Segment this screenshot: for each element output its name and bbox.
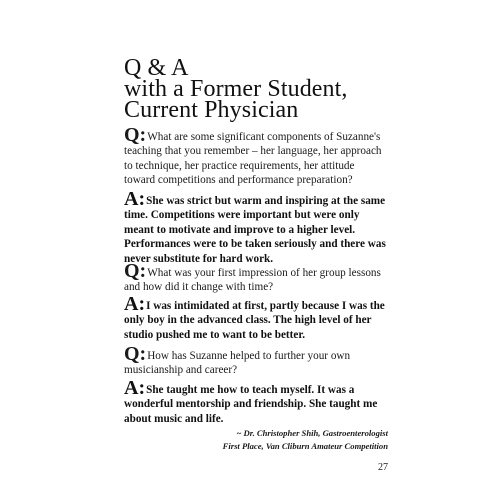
question-marker: Q: (124, 260, 147, 282)
question-text: What was your first impression of her group lessons and how did it change with time? (124, 267, 381, 294)
answer-1 (124, 188, 386, 266)
title-line-3: Current Physician (124, 97, 299, 123)
page-title (124, 55, 424, 123)
attribution-credit: First Place, Van Cliburn Amateur Competition (222, 440, 388, 451)
question-1 (124, 124, 386, 188)
title-line-1: Q & A (124, 55, 189, 81)
question-3 (124, 343, 386, 378)
attribution-name: ~ Dr. Christopher Shih, Gastroenterologist (236, 428, 388, 438)
question-text: How has Suzanne helped to further your own musicianship and career? (124, 350, 351, 377)
answer-2 (124, 293, 386, 342)
answer-marker: A: (124, 188, 146, 210)
question-text: What are some significant components of Suzanne's teaching that you remember – her language, her approach to technique, her practice requirements, her attitude toward competitions and performance preparation? (124, 131, 382, 187)
answer-3 (124, 377, 386, 426)
question-2 (124, 260, 386, 295)
answer-text: She was strict but warm and inspiring at the same time. Competitions were important but were only meant to motivate and improve to a higher level. Performances were to be taken seriously and there was never substitute for hard work. (124, 195, 386, 265)
attribution (150, 427, 388, 452)
answer-marker: A: (124, 377, 146, 399)
answer-text: I was intimidated at first, partly because I was the only boy in the advanced class. The high level of her studio pushed me to want to be better. (124, 300, 385, 341)
title-line-2: with a Former Student, (124, 76, 348, 102)
question-marker: Q: (124, 124, 147, 146)
question-marker: Q: (124, 343, 147, 365)
answer-marker: A: (124, 293, 146, 315)
page-number: 27 (378, 462, 388, 473)
answer-text: She taught me how to teach myself. It was a wonderful mentorship and friendship. She taught me about music and life. (124, 384, 378, 425)
